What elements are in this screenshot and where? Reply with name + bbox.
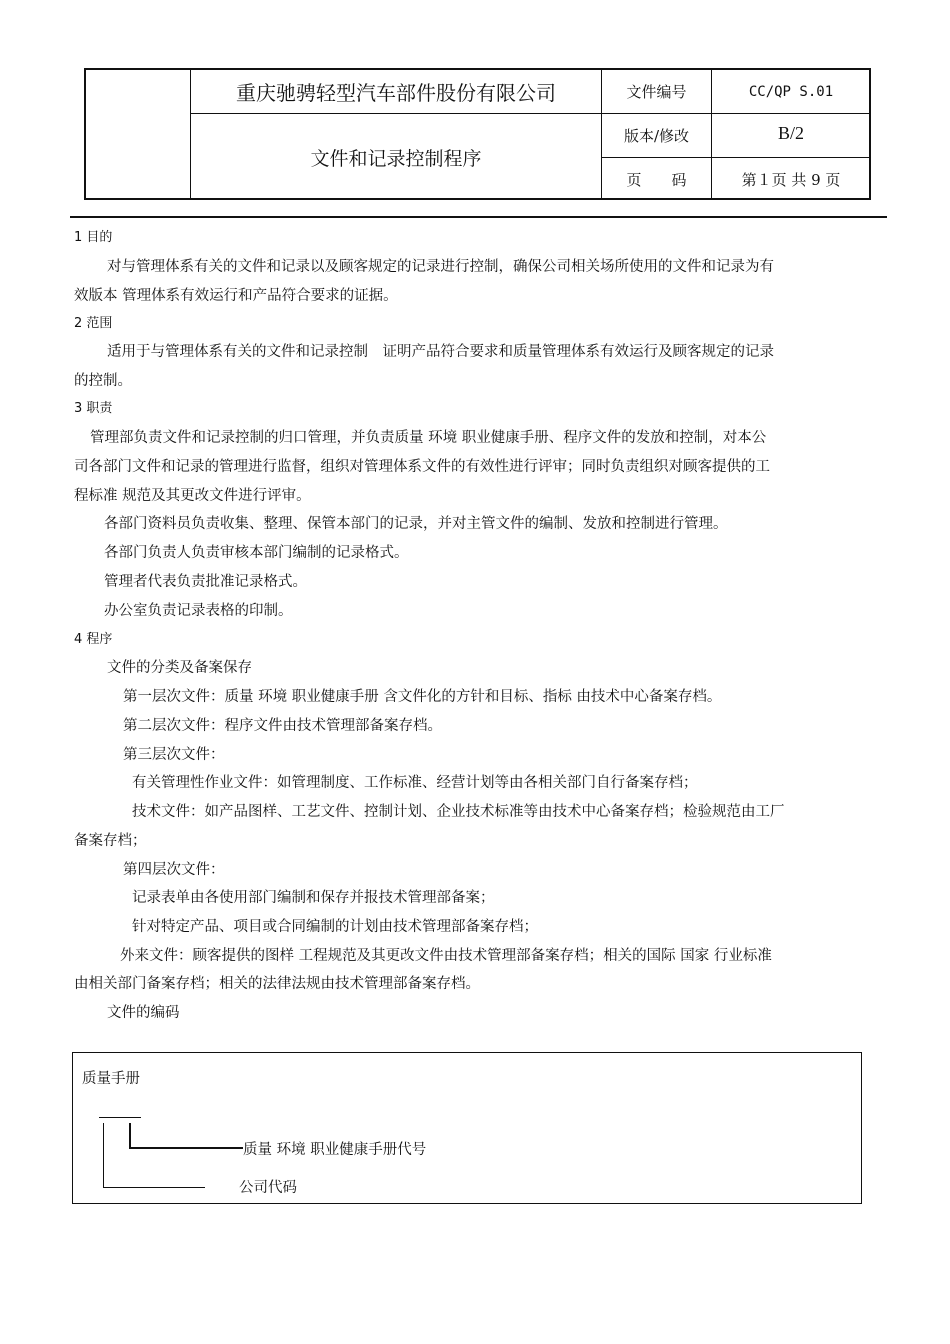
section-heading: 3 职责 bbox=[74, 401, 113, 416]
version-label: 版本/修改 bbox=[623, 127, 690, 145]
paragraph-line: 各部门资料员负责收集、整理、保管本部门的记录，并对主管文件的编制、发放和控制进行管理。 bbox=[104, 516, 728, 532]
paragraph-line: 第二层次文件：程序文件由技术管理部备案存档。 bbox=[123, 718, 442, 734]
code-label-manual: 质量 环境 职业健康手册代号 bbox=[243, 1142, 427, 1158]
section-heading: 2 范围 bbox=[74, 316, 113, 331]
bracket-line bbox=[103, 1123, 104, 1188]
version-value: B/2 bbox=[777, 122, 804, 143]
paragraph-line: 文件的编码 bbox=[107, 1005, 180, 1021]
paragraph-line: 适用于与管理体系有关的文件和记录控制 证明产品符合要求和质量管理体系有效运行及顾客规定的记录 bbox=[107, 344, 774, 360]
paragraph-line: 由相关部门备案存档；相关的法律法规由技术管理部备案存档。 bbox=[74, 976, 480, 992]
paragraph-line: 有关管理性作业文件：如管理制度、工作标准、经营计划等由各相关部门自行备案存档； bbox=[132, 775, 698, 791]
document-header-table bbox=[84, 68, 871, 200]
header-rule bbox=[70, 216, 887, 218]
paragraph-line: 备案存档； bbox=[74, 833, 147, 849]
paragraph-line: 记录表单由各使用部门编制和保存并报技术管理部备案； bbox=[132, 890, 495, 906]
bracket-line bbox=[129, 1123, 131, 1149]
page-label: 页 码 bbox=[626, 170, 687, 189]
paragraph-line: 技术文件：如产品图样、工艺文件、控制计划、企业技术标准等由技术中心备案存档；检验规范由工厂 bbox=[132, 804, 785, 820]
company-name: 重庆驰骋轻型汽车部件股份有限公司 bbox=[236, 81, 556, 105]
code-diagram-box bbox=[72, 1052, 862, 1204]
paragraph-line: 程标准 规范及其更改文件进行评审。 bbox=[74, 488, 311, 504]
code-segment-line bbox=[99, 1117, 141, 1118]
paragraph-line: 效版本 管理体系有效运行和产品符合要求的证据。 bbox=[74, 288, 398, 304]
paragraph-line: 管理部负责文件和记录控制的归口管理，并负责质量 环境 职业健康手册、程序文件的发放和控制，对本公 bbox=[90, 430, 767, 446]
paragraph-line: 的控制。 bbox=[74, 373, 132, 389]
paragraph-line: 司各部门文件和记录的管理进行监督，组织对管理体系文件的有效性进行评审；同时负责组织对顾客提供的工 bbox=[74, 459, 770, 475]
paragraph-line: 管理者代表负责批准记录格式。 bbox=[104, 574, 307, 590]
bracket-line bbox=[129, 1147, 243, 1149]
paragraph-line: 第三层次文件： bbox=[123, 747, 225, 763]
page-value: 第１页 共 9 页 bbox=[741, 170, 841, 189]
document-title: 文件和记录控制程序 bbox=[310, 147, 482, 170]
bracket-line bbox=[103, 1187, 205, 1188]
paragraph-line: 针对特定产品、项目或合同编制的计划由技术管理部备案存档； bbox=[132, 919, 538, 935]
section-heading: 4 程序 bbox=[74, 632, 113, 647]
paragraph-line: 第一层次文件：质量 环境 职业健康手册 含文件化的方针和目标、指标 由技术中心备案存档。 bbox=[123, 689, 722, 705]
doc-no-value: CC/QP S.01 bbox=[748, 83, 834, 100]
section-heading: 1 目的 bbox=[74, 230, 113, 245]
doc-no-label: 文件编号 bbox=[626, 83, 687, 101]
paragraph-line: 各部门负责人负责审核本部门编制的记录格式。 bbox=[104, 545, 409, 561]
paragraph-line: 文件的分类及备案保存 bbox=[107, 660, 252, 676]
paragraph-line: 第四层次文件： bbox=[123, 862, 225, 878]
code-label-company: 公司代码 bbox=[239, 1180, 297, 1196]
paragraph-line: 外来文件：顾客提供的图样 工程规范及其更改文件由技术管理部备案存档；相关的国际 国家 行业标准 bbox=[120, 948, 772, 964]
paragraph-line: 对与管理体系有关的文件和记录以及顾客规定的记录进行控制，确保公司相关场所使用的文件和记录为有 bbox=[107, 259, 774, 275]
paragraph-line: 办公室负责记录表格的印制。 bbox=[104, 603, 293, 619]
code-diagram-title: 质量手册 bbox=[82, 1071, 140, 1087]
